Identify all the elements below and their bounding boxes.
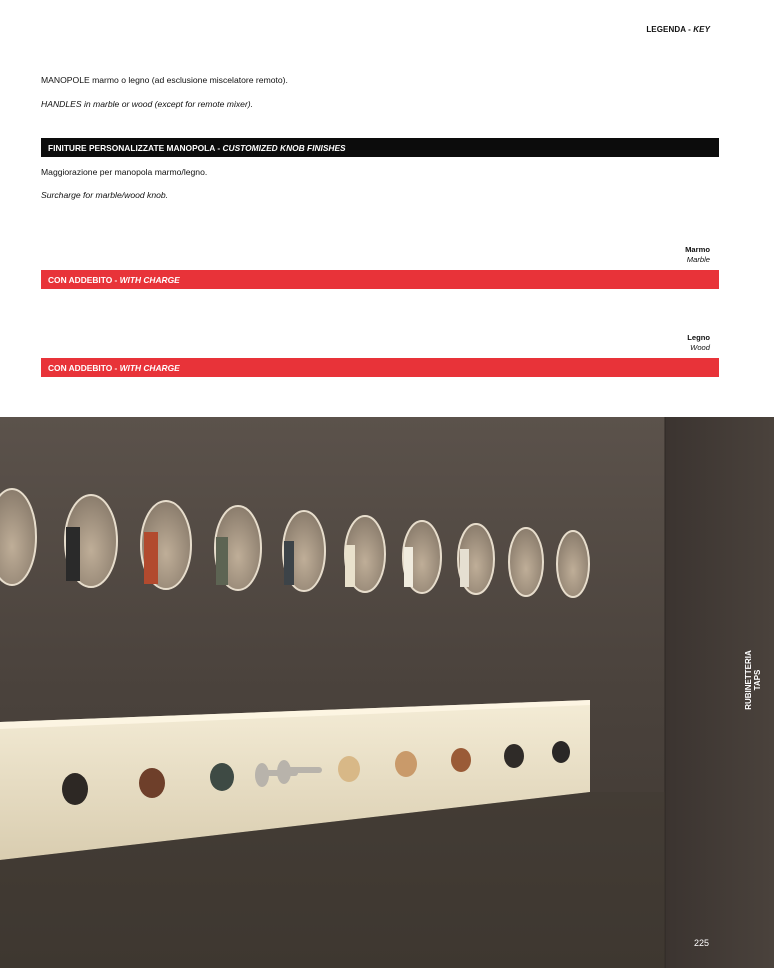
legend-label: LEGENDA - <box>646 25 694 34</box>
intro-text-en: HANDLES in marble or wood (except for remote mixer). <box>41 99 254 109</box>
intro-text-it: MANOPOLE marmo o legno (ad esclusione miscelatore remoto). <box>41 75 288 85</box>
section-tab-it: RUBINETTERIA <box>744 650 753 710</box>
finishes-text-en: Surcharge for marble/wood knob. <box>41 190 169 200</box>
finishes-title-en: CUSTOMIZED KNOB FINISHES <box>222 142 346 153</box>
marble-label <box>685 245 710 264</box>
marble-label-en: Marble <box>686 254 710 264</box>
marble-charge-bar <box>41 270 719 289</box>
marble-label-it: Marmo <box>685 245 710 254</box>
finishes-title-bar <box>41 138 719 157</box>
wood-charge-label-en: WITH CHARGE <box>119 362 180 373</box>
page-number: 225 <box>694 938 710 948</box>
wood-label-en: Wood <box>690 342 710 352</box>
wood-label-it: Legno <box>687 333 710 342</box>
wood-charge-label: CON ADDEBITO - <box>48 362 118 373</box>
showroom-illustration <box>0 417 774 968</box>
wood-label <box>687 333 710 352</box>
showroom-photo <box>0 417 774 968</box>
wood-charge-bar <box>41 358 719 377</box>
legend-header <box>646 25 710 34</box>
section-tab-en: TAPS <box>753 669 762 691</box>
marble-charge-label: CON ADDEBITO - <box>48 274 118 285</box>
legend-key: KEY <box>693 25 710 34</box>
niche-row <box>0 489 589 597</box>
marble-charge-label-en: WITH CHARGE <box>119 274 180 285</box>
finishes-text-it: Maggiorazione per manopola marmo/legno. <box>41 167 208 177</box>
section-tab <box>738 645 768 715</box>
finishes-title: FINITURE PERSONALIZZATE MANOPOLA - <box>48 142 221 153</box>
